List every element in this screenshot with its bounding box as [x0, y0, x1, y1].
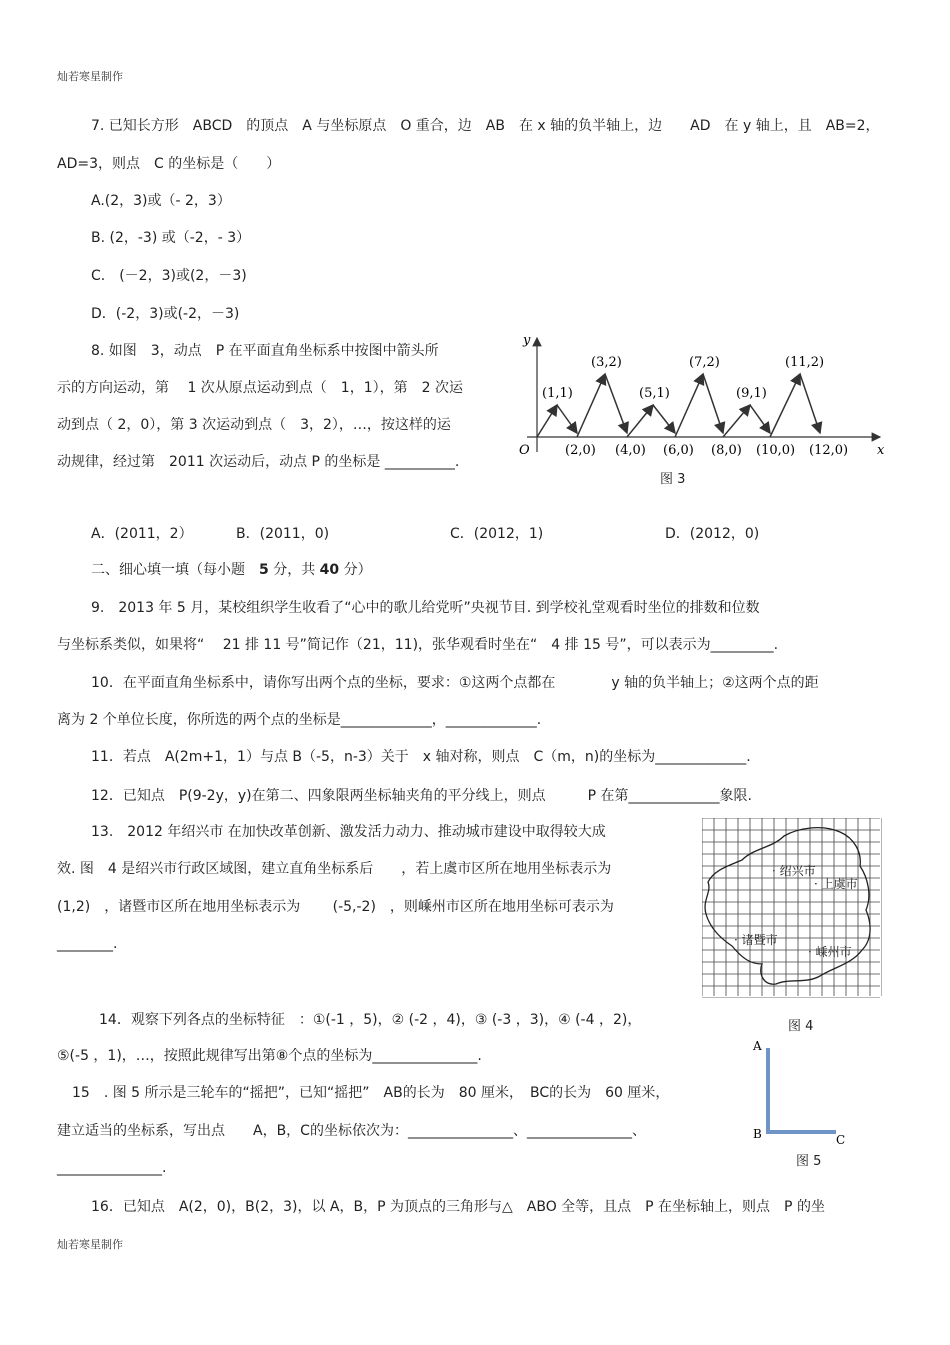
- q11-line1: 11．若点 A(2m+1，1）与点 B（-5，n-3）关于 x 轴对称，则点 C（m，n)的坐标为_____________.: [91, 749, 751, 765]
- point-b-label: B: [753, 1127, 762, 1141]
- q13-line2: 效. 图 4 是绍兴市行政区域图，建立直角坐标系后 ，若上虞市区所在地用坐标表示为: [57, 861, 612, 877]
- shaoxing-label: · 绍兴市: [772, 864, 816, 878]
- q13-line4: ________.: [57, 936, 118, 952]
- page-footer: 灿若寒星制作: [57, 1238, 123, 1251]
- q8-option-d: D．(2012，0): [665, 526, 760, 542]
- bottom-label: (8,0): [711, 443, 742, 458]
- path-seg: [653, 405, 675, 433]
- figure-3-zigzag: [505, 330, 890, 460]
- q7-option-d: D．(-2，3)或(-2，－3): [91, 306, 240, 322]
- path-seg: [675, 374, 703, 437]
- q7-option-b: B. (2，-3) 或（-2，- 3）: [91, 230, 251, 246]
- q8-line1: 8. 如图 3，动点 P 在平面直角坐标系中按图中箭头所: [91, 343, 439, 359]
- path-seg: [703, 374, 723, 433]
- section-2-end: 分）: [339, 562, 372, 578]
- q16-line1: 16．已知点 A(2，0)，B(2，3)，以 A，B，P 为顶点的三角形与△ ABO 全等，且点 P 在坐标轴上，则点 P 的坐: [91, 1199, 825, 1215]
- q7-line1: 7. 已知长方形 ABCD 的顶点 A 与坐标原点 O 重合，边 AB 在 x 轴的负半轴上，边 AD 在 y 轴上，且 AB=2，: [91, 118, 880, 134]
- q14-line1: 14．观察下列各点的坐标特征 ：①(-1 ，5)，② (-2 ，4)，③ (-3 ，3)，④ (-4 ，2)，: [99, 1012, 642, 1028]
- q10-line2: 离为 2 个单位长度，你所选的两个点的坐标是_____________，_____________.: [57, 712, 542, 728]
- path-seg: [800, 374, 820, 433]
- map-boundary: [705, 828, 870, 985]
- peak-label: (11,2): [785, 355, 825, 370]
- path-seg: [537, 405, 557, 437]
- figure-3-caption: 图 3: [660, 472, 686, 487]
- q7-option-c: C. (－2，3)或(2，－3): [91, 268, 247, 284]
- section-2-title-text: 二、细心填一填（每小题: [91, 562, 259, 578]
- zhuji-label: · 诸暨市: [734, 933, 778, 947]
- q8-line3: 动到点（ 2，0），第 3 次运动到点（ 3，2），…，按这样的运: [57, 417, 451, 433]
- bottom-label: (6,0): [663, 443, 694, 458]
- path-seg: [605, 374, 627, 433]
- q14-line2: ⑤(-5 ，1)，…，按照此规律写出第⑧个点的坐标为_______________.: [57, 1048, 482, 1064]
- path-seg: [723, 405, 750, 437]
- shengzhou-label: · 嵊州市: [808, 945, 852, 959]
- bottom-label: (2,0): [565, 443, 596, 458]
- q13-line1: 13. 2012 年绍兴市 在加快改革创新、激发活力动力、推动城市建设中取得较大成: [91, 824, 606, 840]
- q15-line2: 建立适当的坐标系，写出点 A，B，C的坐标依次为：_______________、_______________、: [57, 1123, 646, 1139]
- q8-option-c: C．(2012，1): [450, 526, 544, 542]
- q13-line3: (1,2) ，诸暨市区所在地用坐标表示为 (-5,-2) ，则嵊州市区所在地用坐标可表示为: [57, 899, 614, 915]
- page-header: 灿若寒星制作: [57, 70, 123, 83]
- section-2-mid: 分，共: [268, 562, 320, 578]
- origin-label: O: [519, 443, 530, 458]
- q7-option-a: A.(2，3)或（- 2，3）: [91, 193, 231, 209]
- figure-5-caption: 图 5: [796, 1154, 822, 1169]
- q8-option-a: A．(2011，2）: [91, 526, 193, 542]
- peak-label: (3,2): [591, 355, 622, 370]
- peak-label: (9,1): [736, 386, 767, 401]
- x-axis-label: x: [877, 443, 885, 458]
- figure-4-caption: 图 4: [788, 1019, 814, 1034]
- q8-line4: 动规律，经过第 2011 次运动后，动点 P 的坐标是 __________.: [57, 454, 460, 470]
- point-a-label: A: [753, 1039, 762, 1053]
- section-2-title: [91, 561, 372, 579]
- peak-label: (1,1): [542, 386, 573, 401]
- section-2-points: 5: [259, 562, 269, 578]
- bottom-label: (12,0): [809, 443, 849, 458]
- figure-5-crank-handle: [748, 1036, 853, 1148]
- peak-label: (5,1): [639, 386, 670, 401]
- bottom-label: (10,0): [756, 443, 796, 458]
- q8-line2: 示的方向运动，第 1 次从原点运动到点（ 1，1），第 2 次运: [57, 380, 463, 396]
- path-seg: [577, 374, 605, 437]
- section-2-total: 40: [319, 562, 340, 578]
- bottom-label: (4,0): [615, 443, 646, 458]
- q8-option-b: B．(2011，0): [236, 526, 330, 542]
- path-seg: [770, 374, 800, 437]
- q10-line1: 10．在平面直角坐标系中，请你写出两个点的坐标，要求：①这两个点都在 y 轴的负半轴上；②这两个点的距: [91, 675, 819, 691]
- point-c-label: C: [836, 1133, 846, 1147]
- y-axis-label: y: [523, 333, 531, 348]
- figure-4-map: [702, 818, 882, 998]
- q15-line3: _______________.: [57, 1160, 167, 1176]
- q9-line2: 与坐标系类似，如果将“ 21 排 11 号”简记作（21，11)，张华观看时坐在“ 4 排 15 号”，可以表示为_________.: [57, 637, 779, 653]
- peak-label: (7,2): [689, 355, 720, 370]
- q15-line1: 15 . 图 5 所示是三轮车的“摇把”，已知“摇把” AB的长为 80 厘米， BC的长为 60 厘米，: [72, 1085, 670, 1101]
- path-seg: [750, 405, 770, 433]
- path-seg: [557, 405, 577, 433]
- q9-line1: 9. 2013 年 5 月，某校组织学生收看了“心中的歌儿给党听”央视节目. 到学校礼堂观看时坐位的排数和位数: [91, 600, 760, 616]
- q7-line2: AD=3，则点 C 的坐标是（ ）: [57, 156, 281, 172]
- shangyu-label: · 上虞市: [814, 877, 858, 891]
- path-seg: [627, 405, 653, 437]
- q12-line1: 12．已知点 P(9-2y，y)在第二、四象限两坐标轴夹角的平分线上，则点 P 在第_____________象限.: [91, 788, 752, 804]
